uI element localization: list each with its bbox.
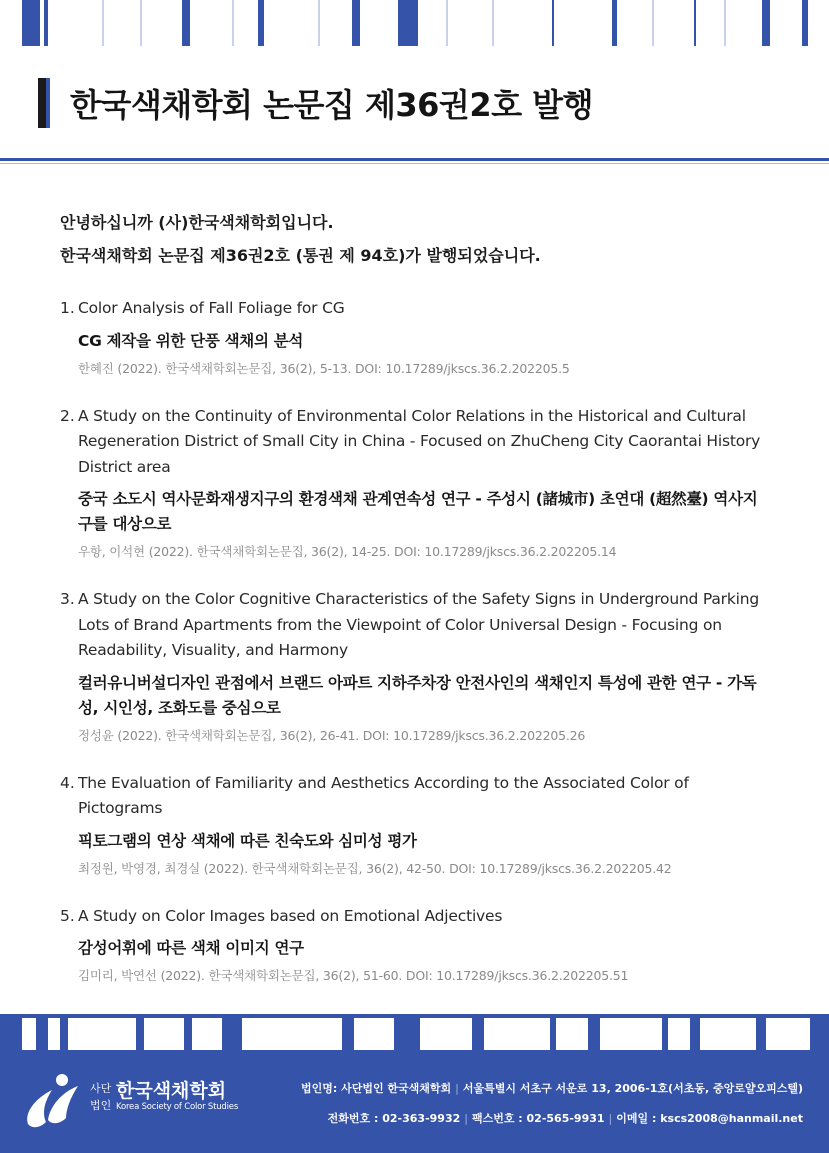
article-number: 1. <box>60 299 75 317</box>
article-number: 4. <box>60 773 75 792</box>
article-number: 3. <box>60 590 75 608</box>
org-name-en: Korea Society of Color Studies <box>116 1102 239 1112</box>
article-title-ko: CG 제작을 위한 단풍 색채의 분석 <box>78 331 304 350</box>
bottom-decorative-stripes <box>0 1010 829 1054</box>
article-title-en: The Evaluation of Familiarity and Aesthetics According to the Associated Color of Pictograms <box>78 773 689 817</box>
footer-contact-info: 법인명: 사단법인 한국색채학회 | 서울특별시 서초구 서운로 13, 2006-1호(서초동, 중앙로얄오피스텔) 전화번호 : 02-363-9932 | 팩스번호 : 02-565-9931 | 이메일 : kscs2008@hanmail.net <box>300 1082 803 1125</box>
article-item <box>60 587 770 746</box>
footer-fax: 팩스번호 : 02-565-9931 <box>471 1112 605 1125</box>
logo-corporate-prefix: 사단 법인 <box>90 1082 112 1112</box>
society-logo-icon <box>22 1072 82 1130</box>
title-divider <box>0 158 829 166</box>
footer-email[interactable]: 이메일 : kscs2008@hanmail.net <box>616 1112 803 1125</box>
top-decorative-stripes <box>0 0 829 46</box>
page-header <box>0 62 829 158</box>
article-citation: 한혜진 (2022). 한국색채학회논문집, 36(2), 5-13. DOI: 10.17289/jkscs.36.2.202205.5 <box>78 360 570 376</box>
org-name-ko: 한국색채학회 <box>116 1080 227 1102</box>
article-citation: 김미리, 박연선 (2022). 한국색채학회논문집, 36(2), 51-60. DOI: 10.17289/jkscs.36.2.202205.51 <box>78 968 629 983</box>
intro-text <box>60 206 780 272</box>
article-item <box>60 404 770 563</box>
article-citation: 최정원, 박영경, 최경실 (2022). 한국색채학회논문집, 36(2), 42-50. DOI: 10.17289/jkscs.36.2.202205.42 <box>78 860 672 876</box>
article-item <box>60 771 770 879</box>
intro-announcement: 한국색채학회 논문집 제36권2호 (통권 제 94호)가 발행되었습니다. <box>60 246 541 265</box>
article-title-en: A Study on Color Images based on Emotional Adjectives <box>78 906 503 925</box>
article-title-ko: 중국 소도시 역사문화재생지구의 환경색채 관계연속성 연구 - 주성시 (諸城市) 초연대 (超然臺) 역사지구를 대상으로 <box>78 490 758 533</box>
footer-phone: 전화번호 : 02-363-9932 <box>327 1112 461 1125</box>
title-bracket-icon <box>38 78 58 128</box>
footer <box>0 1054 829 1153</box>
article-item <box>60 296 770 379</box>
intro-greeting: 안녕하십니까 (사)한국색채학회입니다. <box>60 213 334 232</box>
article-title-ko: 감성어휘에 따른 색채 이미지 연구 <box>78 939 304 957</box>
article-title-ko: 픽토그램의 연상 색채에 따른 친숙도와 심미성 평가 <box>78 831 417 850</box>
article-citation: 정성윤 (2022). 한국색채학회논문집, 36(2), 26-41. DOI: 10.17289/jkscs.36.2.202205.26 <box>78 727 586 743</box>
article-list <box>60 296 770 1011</box>
article-number: 5. <box>60 906 75 925</box>
article-citation: 우항, 이석현 (2022). 한국색채학회논문집, 36(2), 14-25. DOI: 10.17289/jkscs.36.2.202205.14 <box>78 544 617 559</box>
article-title-ko: 컬러유니버설디자인 관점에서 브랜드 아파트 지하주차장 안전사인의 색채인지 특성에 관한 연구 - 가독성, 시인성, 조화도를 중심으로 <box>78 673 757 717</box>
article-title-en: Color Analysis of Fall Foliage for CG <box>78 299 345 317</box>
article-item <box>60 904 770 987</box>
article-title-en: A Study on the Color Cognitive Characteristics of the Safety Signs in Underground Parking Lots of Brand Apartments from the Viewpoint of Color Universal Design - Focusing on Readability, Visuality, and Harmony <box>78 590 759 659</box>
article-number: 2. <box>60 406 75 425</box>
footer-corp-name: 법인명: 사단법인 한국색채학회 <box>300 1082 452 1095</box>
footer-address: 서울특별시 서초구 서운로 13, 2006-1호(서초동, 중앙로얄오피스텔) <box>462 1082 803 1095</box>
article-title-en: A Study on the Continuity of Environmental Color Relations in the Historical and Cultural Regeneration District of Small City in China - Focused on ZhuCheng City Caorantai History District area <box>78 406 761 476</box>
page-title: 한국색채학회 논문집 제36권2호 발행 <box>70 86 593 124</box>
